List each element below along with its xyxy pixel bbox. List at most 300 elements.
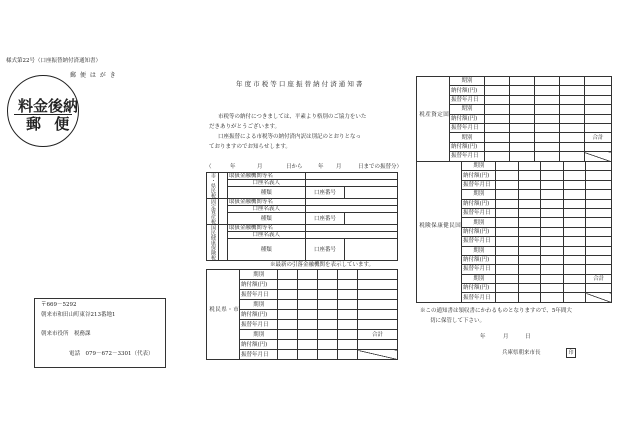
period-month1: 月 — [257, 164, 263, 170]
tax-char: 市 — [209, 173, 216, 178]
value-cell — [358, 300, 398, 310]
total-label: 合計 — [358, 330, 398, 340]
account-row — [207, 199, 398, 206]
account-row — [207, 225, 398, 232]
installment-row — [207, 270, 398, 280]
row-label-date: 振替年月日 — [450, 152, 485, 161]
value-cell — [586, 227, 612, 236]
account-number-label: 口座番号 — [305, 187, 345, 199]
bank-name-label: 取扱金融機関等名 — [227, 225, 305, 232]
account-row — [207, 213, 398, 225]
value-cell — [586, 180, 612, 189]
value-cell — [559, 86, 584, 95]
value-cell — [541, 208, 563, 217]
bank-name-value — [305, 199, 397, 206]
value-cell — [338, 270, 358, 280]
value-cell — [496, 274, 518, 283]
form-code: 様式第22号（口座振替納付済通知書） — [6, 58, 101, 64]
tax-char: 保 — [209, 245, 216, 250]
period-year1: 年 — [230, 164, 236, 170]
value-cell — [358, 290, 398, 300]
value-cell — [298, 330, 318, 340]
tax-char: 税 — [209, 193, 216, 198]
issuer-name: 兵庫県朝来市長 — [502, 350, 541, 356]
value-cell — [518, 162, 540, 171]
holder-label: 口座名義人 — [227, 206, 305, 213]
value-cell — [509, 133, 534, 142]
value-cell — [278, 280, 298, 290]
tax-char: 健 — [442, 222, 448, 229]
value-cell — [563, 293, 585, 302]
account-number-label: 口座番号 — [305, 239, 345, 261]
value-cell — [559, 95, 584, 104]
tax-char: 民 — [448, 222, 454, 229]
value-cell — [509, 142, 534, 151]
account-tax-label — [207, 173, 219, 199]
account-number-value — [345, 213, 398, 225]
latest-bank-note: ※最新の引落金融機関を表示しています。 — [270, 262, 375, 268]
value-cell — [563, 218, 585, 227]
value-cell — [518, 218, 540, 227]
tax-char: 国 — [454, 222, 460, 229]
value-cell — [318, 320, 338, 330]
value-cell — [496, 171, 518, 180]
value-cell — [559, 123, 584, 132]
value-cell — [496, 162, 518, 171]
value-cell — [541, 284, 563, 293]
value-cell — [278, 320, 298, 330]
value-cell — [338, 320, 358, 330]
account-number-value — [345, 239, 398, 261]
account-number-label: 口座番号 — [305, 213, 345, 225]
value-cell — [298, 290, 318, 300]
value-cell — [298, 350, 318, 360]
account-tax-label — [207, 225, 219, 261]
value-cell — [541, 171, 563, 180]
value-cell — [496, 208, 518, 217]
value-cell — [318, 290, 338, 300]
value-cell — [496, 237, 518, 246]
value-cell — [358, 320, 398, 330]
tax-char: 国 — [209, 225, 216, 230]
value-cell — [338, 310, 358, 320]
footer-note-1: ※この通知書は領収書にかわるものとなりますので、5年間大 — [420, 308, 572, 314]
value-cell — [541, 199, 563, 208]
total-date-blank — [358, 350, 398, 360]
tax-char: 民 — [209, 188, 216, 193]
account-row — [207, 232, 398, 239]
property-tax-table — [416, 76, 612, 162]
tax-name-column — [417, 77, 450, 162]
row-label-period: 期別 — [462, 274, 496, 283]
row-label-period: 期別 — [240, 330, 278, 340]
value-cell — [338, 340, 358, 350]
tax-char: 産 — [209, 214, 216, 219]
value-cell — [518, 274, 540, 283]
account-row — [207, 173, 398, 180]
value-cell — [518, 255, 540, 264]
value-cell — [563, 180, 585, 189]
value-cell — [584, 105, 611, 114]
tax-char: 市 — [232, 305, 238, 313]
value-cell — [518, 199, 540, 208]
value-cell — [496, 227, 518, 236]
period-year2: 年 — [318, 164, 324, 170]
bank-name-value — [305, 173, 397, 180]
account-row — [207, 180, 398, 187]
account-info-table — [206, 172, 398, 261]
tax-char: 固 — [442, 110, 448, 118]
value-cell — [338, 280, 358, 290]
total-date-blank — [586, 293, 612, 302]
value-cell — [298, 340, 318, 350]
footer-month: 月 — [503, 334, 509, 340]
value-cell — [534, 142, 559, 151]
tax-char: 税 — [208, 305, 214, 313]
tax-char: 税 — [418, 110, 424, 118]
postal-code: 〒669－5292 — [41, 302, 77, 308]
address-line: 朝来市和田山町東谷213番地1 — [41, 312, 116, 318]
tax-char: 税 — [209, 255, 216, 260]
value-cell — [586, 218, 612, 227]
value-cell — [559, 114, 584, 123]
row-label-date: 振替年月日 — [450, 123, 485, 132]
tax-char: 険 — [424, 222, 430, 229]
holder-value — [305, 180, 397, 187]
value-cell — [584, 95, 611, 104]
row-label-amount: 納付額(円) — [450, 114, 485, 123]
message-line-4: ておりますのでお知らせします。 — [209, 144, 291, 150]
value-cell — [563, 227, 585, 236]
value-cell — [541, 190, 563, 199]
period-open: （ — [206, 164, 212, 170]
value-cell — [563, 190, 585, 199]
value-cell — [563, 162, 585, 171]
value-cell — [559, 142, 584, 151]
row-label-period: 期別 — [462, 190, 496, 199]
value-cell — [358, 270, 398, 280]
value-cell — [298, 280, 318, 290]
tax-char: 民 — [209, 230, 216, 235]
installment-row — [417, 77, 612, 86]
value-cell — [484, 142, 509, 151]
total-label: 合計 — [584, 133, 611, 142]
value-cell — [534, 77, 559, 86]
value-cell — [563, 255, 585, 264]
value-cell — [584, 114, 611, 123]
value-cell — [484, 77, 509, 86]
account-spacer — [218, 225, 227, 261]
period-month2: 月 — [336, 164, 342, 170]
value-cell — [496, 180, 518, 189]
value-cell — [534, 114, 559, 123]
value-cell — [318, 300, 338, 310]
value-cell — [518, 171, 540, 180]
value-cell — [496, 255, 518, 264]
value-cell — [278, 300, 298, 310]
value-cell — [563, 199, 585, 208]
tax-char: 康 — [436, 222, 442, 229]
value-cell — [541, 227, 563, 236]
value-cell — [509, 123, 534, 132]
value-cell — [496, 246, 518, 255]
account-row — [207, 206, 398, 213]
value-cell — [338, 350, 358, 360]
value-cell — [509, 105, 534, 114]
tax-char: 資 — [209, 209, 216, 214]
holder-label: 口座名義人 — [227, 232, 305, 239]
value-cell — [541, 265, 563, 274]
row-label-period: 期別 — [450, 133, 485, 142]
value-cell — [358, 340, 398, 350]
row-label-date: 振替年月日 — [462, 208, 496, 217]
row-label-period: 期別 — [450, 105, 485, 114]
postage-paid-stamp — [7, 75, 79, 147]
value-cell — [338, 300, 358, 310]
message-line-1: 市税等の納付につきましては、平素より格別のご協力をいた — [218, 114, 367, 120]
value-cell — [518, 293, 540, 302]
value-cell — [509, 77, 534, 86]
value-cell — [518, 265, 540, 274]
row-label-period: 期別 — [462, 162, 496, 171]
value-cell — [496, 284, 518, 293]
bank-name-label: 取扱金融機関等名 — [227, 173, 305, 180]
city-tax-table — [206, 269, 398, 360]
row-label-date: 振替年月日 — [462, 180, 496, 189]
row-label-amount: 納付額(円) — [240, 340, 278, 350]
tax-char: 資 — [430, 110, 436, 118]
row-label-date: 振替年月日 — [240, 350, 278, 360]
message-line-2: だきありがとうございます。 — [209, 124, 281, 130]
official-seal: 印 — [566, 348, 576, 358]
account-type-label: 種類 — [227, 239, 305, 261]
value-cell — [496, 265, 518, 274]
value-cell — [484, 152, 509, 161]
stamp-line2: 郵 便 — [26, 115, 74, 133]
row-label-date: 振替年月日 — [462, 237, 496, 246]
value-cell — [541, 293, 563, 302]
value-cell — [509, 114, 534, 123]
holder-label: 口座名義人 — [227, 180, 305, 187]
account-number-value — [345, 187, 398, 199]
value-cell — [278, 290, 298, 300]
value-cell — [563, 237, 585, 246]
value-cell — [484, 95, 509, 104]
value-cell — [586, 171, 612, 180]
account-tax-label — [207, 199, 219, 225]
tax-char: 県 — [209, 183, 216, 188]
value-cell — [563, 246, 585, 255]
value-cell — [358, 310, 398, 320]
value-cell — [541, 246, 563, 255]
value-cell — [278, 350, 298, 360]
value-cell — [534, 123, 559, 132]
row-label-amount: 納付額(円) — [450, 86, 485, 95]
phone-number: 電話 079－672－3301（代表） — [69, 351, 154, 357]
value-cell — [584, 77, 611, 86]
value-cell — [509, 95, 534, 104]
value-cell — [338, 330, 358, 340]
value-cell — [509, 86, 534, 95]
value-cell — [518, 180, 540, 189]
row-label-amount: 納付額(円) — [462, 255, 496, 264]
stamp-line1: 料金後納 — [18, 97, 79, 115]
total-label: 合計 — [586, 274, 612, 283]
value-cell — [541, 255, 563, 264]
value-cell — [541, 274, 563, 283]
value-cell — [541, 237, 563, 246]
row-label-period: 期別 — [450, 77, 485, 86]
holder-value — [305, 232, 397, 239]
row-label-amount: 納付額(円) — [240, 310, 278, 320]
value-cell — [496, 199, 518, 208]
footer-year: 年 — [480, 334, 486, 340]
value-cell — [298, 270, 318, 280]
value-cell — [563, 208, 585, 217]
value-cell — [484, 123, 509, 132]
postcard-label: 郵 便 は が き — [70, 72, 117, 79]
value-cell — [278, 310, 298, 320]
value-cell — [584, 142, 611, 151]
value-cell — [586, 265, 612, 274]
total-date-blank — [584, 152, 611, 161]
value-cell — [584, 123, 611, 132]
value-cell — [541, 162, 563, 171]
value-cell — [318, 340, 338, 350]
value-cell — [358, 280, 398, 290]
value-cell — [518, 227, 540, 236]
account-row — [207, 187, 398, 199]
row-label-period: 期別 — [240, 300, 278, 310]
health-tax-table — [416, 161, 612, 303]
value-cell — [318, 270, 338, 280]
period-from: 日から — [286, 164, 303, 170]
value-cell — [278, 330, 298, 340]
row-label-date: 振替年月日 — [450, 95, 485, 104]
value-cell — [518, 284, 540, 293]
account-type-label: 種類 — [227, 187, 305, 199]
tax-char: 民 — [214, 305, 220, 313]
value-cell — [496, 218, 518, 227]
value-cell — [534, 86, 559, 95]
bank-name-value — [305, 225, 397, 232]
value-cell — [541, 218, 563, 227]
period-to: 日までの振替分） — [358, 164, 403, 170]
tax-char: 産 — [424, 110, 430, 118]
value-cell — [484, 114, 509, 123]
value-cell — [586, 237, 612, 246]
tax-name-column — [207, 270, 240, 360]
value-cell — [509, 152, 534, 161]
value-cell — [534, 95, 559, 104]
account-row — [207, 239, 398, 261]
value-cell — [563, 171, 585, 180]
value-cell — [496, 293, 518, 302]
value-cell — [278, 340, 298, 350]
row-label-period: 期別 — [462, 246, 496, 255]
value-cell — [298, 320, 318, 330]
tax-char: 保 — [430, 222, 436, 229]
value-cell — [586, 199, 612, 208]
sender-address-box — [34, 298, 166, 368]
value-cell — [534, 152, 559, 161]
document-title: 年 度 市 税 等 口 座 振 替 納 付 済 通 知 書 — [236, 80, 363, 88]
message-line-3: 口座振替による市税等の納付済内訳は別記のとおりとなっ — [218, 134, 362, 140]
value-cell — [563, 284, 585, 293]
value-cell — [586, 162, 612, 171]
installment-row — [417, 162, 612, 171]
value-cell — [586, 284, 612, 293]
row-label-amount: 納付額(円) — [462, 227, 496, 236]
value-cell — [563, 265, 585, 274]
row-label-date: 振替年月日 — [240, 320, 278, 330]
row-label-date: 振替年月日 — [240, 290, 278, 300]
tax-char: ・ — [209, 178, 216, 183]
value-cell — [559, 152, 584, 161]
value-cell — [298, 300, 318, 310]
value-cell — [559, 133, 584, 142]
value-cell — [318, 280, 338, 290]
footer-note-2: 切に保管して下さい。 — [430, 318, 486, 324]
footer-day: 日 — [525, 334, 531, 340]
value-cell — [584, 86, 611, 95]
value-cell — [541, 180, 563, 189]
value-cell — [518, 208, 540, 217]
tax-char: 健 — [209, 235, 216, 240]
value-cell — [318, 310, 338, 320]
row-label-amount: 納付額(円) — [462, 284, 496, 293]
row-label-date: 振替年月日 — [462, 265, 496, 274]
value-cell — [518, 246, 540, 255]
account-spacer — [218, 199, 227, 225]
value-cell — [534, 105, 559, 114]
tax-char: 県 — [220, 305, 226, 313]
value-cell — [484, 105, 509, 114]
tax-char: ・ — [226, 305, 232, 313]
value-cell — [496, 190, 518, 199]
row-label-period: 期別 — [240, 270, 278, 280]
value-cell — [559, 105, 584, 114]
value-cell — [586, 255, 612, 264]
row-label-amount: 納付額(円) — [462, 171, 496, 180]
value-cell — [586, 208, 612, 217]
value-cell — [518, 237, 540, 246]
value-cell — [586, 246, 612, 255]
value-cell — [586, 190, 612, 199]
value-cell — [318, 330, 338, 340]
office-name: 朝来市役所 税務課 — [41, 331, 91, 337]
row-label-amount: 納付額(円) — [462, 199, 496, 208]
value-cell — [518, 190, 540, 199]
value-cell — [563, 274, 585, 283]
value-cell — [278, 270, 298, 280]
account-type-label: 種類 — [227, 213, 305, 225]
tax-name-column — [417, 162, 462, 303]
row-label-amount: 納付額(円) — [240, 280, 278, 290]
holder-value — [305, 206, 397, 213]
bank-name-label: 取扱金融機関等名 — [227, 199, 305, 206]
tax-char: 税 — [209, 219, 216, 224]
account-spacer — [218, 173, 227, 199]
tax-char: 定 — [209, 204, 216, 209]
tax-char: 固 — [209, 199, 216, 204]
tax-char: 定 — [436, 110, 442, 118]
tax-char: 税 — [418, 222, 424, 229]
value-cell — [559, 77, 584, 86]
value-cell — [338, 290, 358, 300]
tax-char: 康 — [209, 240, 216, 245]
value-cell — [484, 86, 509, 95]
